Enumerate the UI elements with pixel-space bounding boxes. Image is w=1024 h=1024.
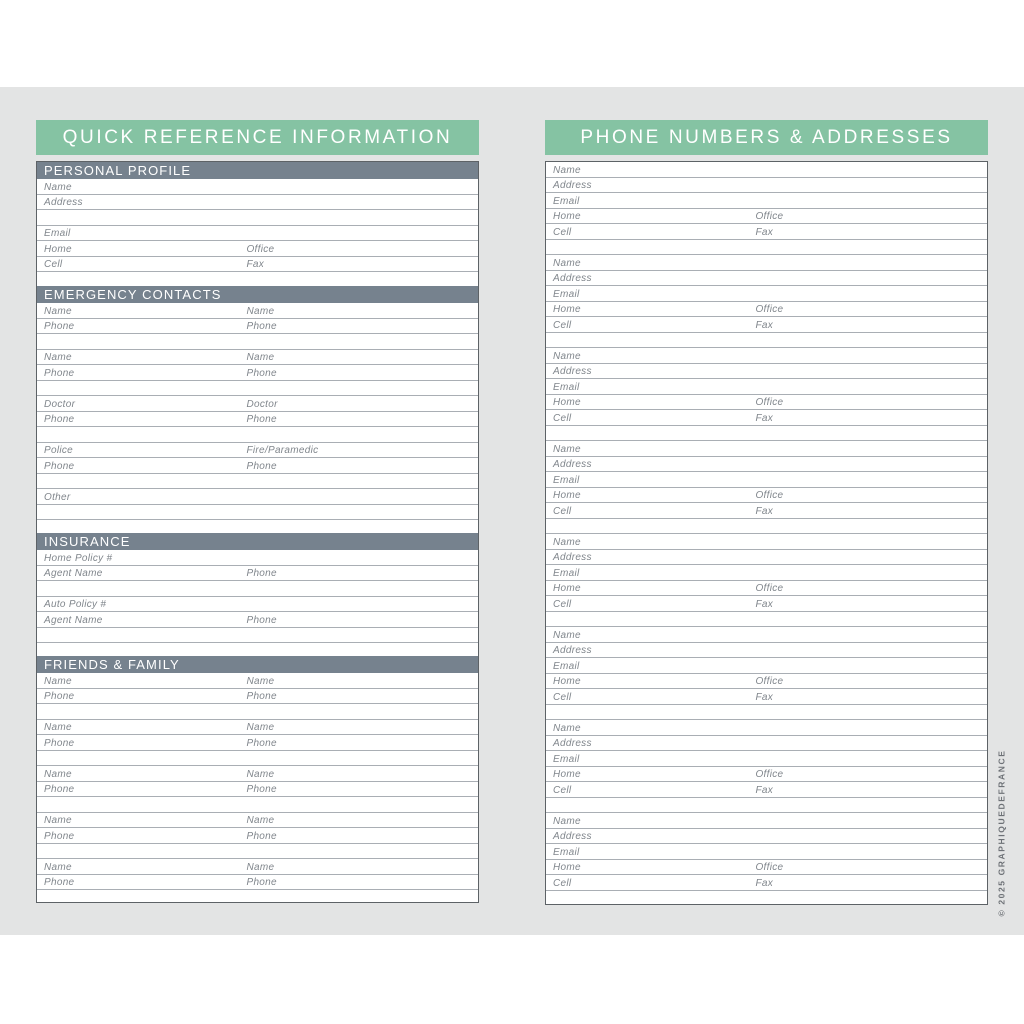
field-label-right-column: Phone xyxy=(246,321,277,332)
field-label: Police xyxy=(44,445,74,456)
field-label: Home xyxy=(553,304,581,315)
field-label: Auto Policy # xyxy=(44,599,107,610)
field-label: Email xyxy=(553,660,580,672)
field-label-right-column: Office xyxy=(755,490,784,501)
field-row xyxy=(546,255,987,271)
field-row xyxy=(546,565,987,581)
field-label: Cell xyxy=(553,226,572,238)
field-label: Phone xyxy=(44,877,75,888)
field-label: Phone xyxy=(44,784,75,795)
field-label: Name xyxy=(553,722,581,734)
field-row xyxy=(546,379,987,395)
planner-spread-background xyxy=(0,87,1024,935)
field-label: Address xyxy=(553,273,592,284)
field-label-right-column: Phone xyxy=(246,614,277,626)
field-row xyxy=(37,689,478,705)
field-label-right-column: Name xyxy=(246,815,275,826)
field-label: Name xyxy=(44,305,72,317)
field-label: Name xyxy=(44,815,72,826)
copyright-text: © 2025 GRAPHIQUEDEFRANCE xyxy=(996,749,1006,917)
field-label: Address xyxy=(553,645,592,656)
field-label: Home xyxy=(553,769,581,780)
field-label: Home xyxy=(553,490,581,501)
field-label-right-column: Fax xyxy=(755,412,774,424)
field-label-right-column: Office xyxy=(246,243,275,255)
field-label-right-column: Phone xyxy=(246,691,277,702)
field-row xyxy=(37,396,478,412)
blank-ruled-row xyxy=(546,798,987,814)
field-label: Name xyxy=(553,257,581,269)
field-row xyxy=(546,348,987,364)
field-row xyxy=(37,720,478,736)
field-row xyxy=(37,241,478,257)
blank-ruled-row xyxy=(546,612,987,628)
section-spacer xyxy=(37,643,478,656)
right-page-content-box xyxy=(545,161,988,905)
field-row xyxy=(546,503,987,519)
field-label: Email xyxy=(553,288,580,300)
field-label: Email xyxy=(553,474,580,486)
field-row xyxy=(546,813,987,829)
blank-ruled-row xyxy=(37,797,478,813)
field-label-right-column: Fax xyxy=(755,877,774,889)
field-label: Name xyxy=(44,861,72,873)
blank-ruled-row xyxy=(37,334,478,350)
field-row xyxy=(37,612,478,628)
field-row xyxy=(546,875,987,891)
field-row xyxy=(546,410,987,426)
gap-ruled-row xyxy=(546,891,987,906)
field-label: Email xyxy=(553,567,580,579)
field-label-right-column: Fax xyxy=(755,505,774,517)
field-row xyxy=(37,813,478,829)
field-label: Home xyxy=(553,583,581,594)
field-label: Home xyxy=(553,676,581,687)
field-label: Home Policy # xyxy=(44,552,113,564)
blank-ruled-row xyxy=(37,704,478,720)
blank-ruled-row xyxy=(37,381,478,397)
field-row xyxy=(546,674,987,690)
field-row xyxy=(546,627,987,643)
field-row xyxy=(546,178,987,194)
section-spacer xyxy=(37,520,478,533)
field-label-right-column: Office xyxy=(755,397,784,408)
section-spacer xyxy=(37,272,478,286)
field-row xyxy=(546,689,987,705)
field-label: Address xyxy=(553,180,592,191)
field-label: Phone xyxy=(44,691,75,702)
field-label-right-column: Office xyxy=(755,862,784,873)
blank-ruled-row xyxy=(546,426,987,442)
field-label-right-column: Fax xyxy=(755,319,774,331)
field-row xyxy=(37,489,478,505)
field-label: Cell xyxy=(553,319,572,331)
field-label: Name xyxy=(553,443,581,455)
field-label: Name xyxy=(553,350,581,362)
field-row xyxy=(37,195,478,211)
field-label-right-column: Phone xyxy=(246,460,277,472)
field-label: Address xyxy=(553,552,592,563)
field-label-right-column: Phone xyxy=(246,784,277,795)
field-label-right-column: Fax xyxy=(755,226,774,238)
field-label: Name xyxy=(44,768,72,780)
blank-ruled-row xyxy=(546,519,987,535)
field-label-right-column: Name xyxy=(246,768,275,780)
field-label: Phone xyxy=(44,321,75,332)
blank-ruled-row xyxy=(37,474,478,490)
blank-ruled-row xyxy=(37,210,478,226)
blank-ruled-row xyxy=(37,628,478,644)
field-row xyxy=(546,736,987,752)
copyright-sidebar xyxy=(986,738,1016,928)
section-heading-band: PERSONAL PROFILE xyxy=(37,162,478,179)
field-label-right-column: Name xyxy=(246,352,275,363)
field-label-right-column: Fax xyxy=(755,598,774,610)
field-row xyxy=(546,271,987,287)
field-row xyxy=(546,302,987,318)
right-page-title: PHONE NUMBERS & ADDRESSES xyxy=(545,120,988,155)
field-label: Email xyxy=(553,195,580,207)
field-label-right-column: Name xyxy=(246,305,275,317)
field-row xyxy=(546,193,987,209)
field-row xyxy=(546,782,987,798)
field-label: Cell xyxy=(553,505,572,517)
field-label: Home xyxy=(553,397,581,408)
field-row xyxy=(37,859,478,875)
field-row xyxy=(37,735,478,751)
field-row xyxy=(37,782,478,798)
field-row xyxy=(37,458,478,474)
field-label-right-column: Fax xyxy=(755,784,774,796)
field-label: Phone xyxy=(44,414,75,425)
field-row xyxy=(37,226,478,242)
field-label-right-column: Name xyxy=(246,722,275,733)
field-row xyxy=(546,767,987,783)
field-label: Cell xyxy=(553,598,572,610)
field-label: Address xyxy=(44,197,83,208)
field-row xyxy=(546,395,987,411)
field-row xyxy=(546,317,987,333)
field-label: Name xyxy=(553,629,581,641)
field-label-right-column: Fax xyxy=(755,691,774,703)
field-label-right-column: Name xyxy=(246,861,275,873)
field-label-right-column: Phone xyxy=(246,367,277,379)
left-page-content-box xyxy=(36,161,479,903)
field-label-right-column: Doctor xyxy=(246,398,278,410)
field-label: Email xyxy=(553,381,580,393)
field-row xyxy=(37,303,478,319)
blank-ruled-row xyxy=(546,240,987,256)
field-label: Phone xyxy=(44,367,75,379)
field-label: Phone xyxy=(44,830,75,842)
field-label-right-column: Phone xyxy=(246,877,277,888)
field-row xyxy=(546,286,987,302)
field-label: Cell xyxy=(553,877,572,889)
field-row xyxy=(546,224,987,240)
section-heading-band: FRIENDS & FAMILY xyxy=(37,656,478,673)
blank-ruled-row xyxy=(546,333,987,349)
field-row xyxy=(546,534,987,550)
field-row xyxy=(546,209,987,225)
field-label: Address xyxy=(553,738,592,749)
field-label-right-column: Office xyxy=(755,769,784,780)
field-row xyxy=(546,364,987,380)
field-row xyxy=(546,472,987,488)
field-row xyxy=(546,860,987,876)
field-label-right-column: Phone xyxy=(246,414,277,425)
left-page-title: QUICK REFERENCE INFORMATION xyxy=(36,120,479,155)
field-row xyxy=(37,319,478,335)
field-row xyxy=(546,596,987,612)
field-row xyxy=(37,597,478,613)
field-row xyxy=(546,720,987,736)
field-label: Name xyxy=(44,722,72,733)
field-label-right-column: Office xyxy=(755,211,784,222)
field-label: Address xyxy=(553,366,592,377)
field-label: Name xyxy=(553,164,581,176)
field-label-right-column: Name xyxy=(246,675,275,687)
field-label: Email xyxy=(44,228,71,239)
blank-ruled-row xyxy=(37,505,478,521)
field-row xyxy=(546,658,987,674)
blank-ruled-row xyxy=(37,844,478,860)
field-row xyxy=(37,566,478,582)
field-label: Doctor xyxy=(44,398,76,410)
blank-ruled-row xyxy=(37,581,478,597)
field-label-right-column: Office xyxy=(755,676,784,687)
field-label: Name xyxy=(553,815,581,827)
field-row xyxy=(37,257,478,273)
field-label: Address xyxy=(553,831,592,842)
field-row xyxy=(546,751,987,767)
field-label: Cell xyxy=(44,259,63,270)
field-row xyxy=(37,365,478,381)
field-row xyxy=(546,829,987,845)
field-label: Address xyxy=(553,459,592,470)
field-row xyxy=(37,350,478,366)
field-row xyxy=(546,581,987,597)
section-spacer xyxy=(37,890,478,900)
field-label: Name xyxy=(553,536,581,548)
section-heading-band: EMERGENCY CONTACTS xyxy=(37,286,478,303)
field-label: Name xyxy=(44,352,72,363)
field-label-right-column: Phone xyxy=(246,737,277,749)
field-row xyxy=(37,766,478,782)
field-label: Name xyxy=(44,181,72,193)
field-label: Cell xyxy=(553,412,572,424)
field-label: Cell xyxy=(553,784,572,796)
field-label: Agent Name xyxy=(44,614,103,626)
field-label-right-column: Phone xyxy=(246,568,277,579)
field-label: Home xyxy=(44,243,72,255)
field-label: Email xyxy=(553,846,580,858)
field-label: Name xyxy=(44,675,72,687)
field-row xyxy=(37,179,478,195)
blank-ruled-row xyxy=(37,751,478,767)
blank-ruled-row xyxy=(37,427,478,443)
field-label: Cell xyxy=(553,691,572,703)
field-row xyxy=(546,550,987,566)
field-label: Phone xyxy=(44,737,75,749)
field-label: Phone xyxy=(44,460,75,472)
field-row xyxy=(37,828,478,844)
section-heading-band: INSURANCE xyxy=(37,533,478,550)
field-label: Agent Name xyxy=(44,568,103,579)
field-row xyxy=(546,162,987,178)
field-row xyxy=(546,643,987,659)
field-row xyxy=(37,673,478,689)
field-row xyxy=(37,550,478,566)
field-label-right-column: Office xyxy=(755,583,784,594)
field-label-right-column: Fax xyxy=(246,259,265,270)
field-label-right-column: Phone xyxy=(246,830,277,842)
field-row xyxy=(546,441,987,457)
field-label: Email xyxy=(553,753,580,765)
field-row xyxy=(546,488,987,504)
field-label-right-column: Office xyxy=(755,304,784,315)
field-label: Home xyxy=(553,862,581,873)
field-row xyxy=(546,844,987,860)
field-row xyxy=(546,457,987,473)
field-row xyxy=(37,412,478,428)
blank-ruled-row xyxy=(546,705,987,721)
field-row xyxy=(37,443,478,459)
field-label: Home xyxy=(553,211,581,222)
field-label: Other xyxy=(44,491,71,503)
field-row xyxy=(37,875,478,891)
field-label-right-column: Fire/Paramedic xyxy=(246,445,319,456)
